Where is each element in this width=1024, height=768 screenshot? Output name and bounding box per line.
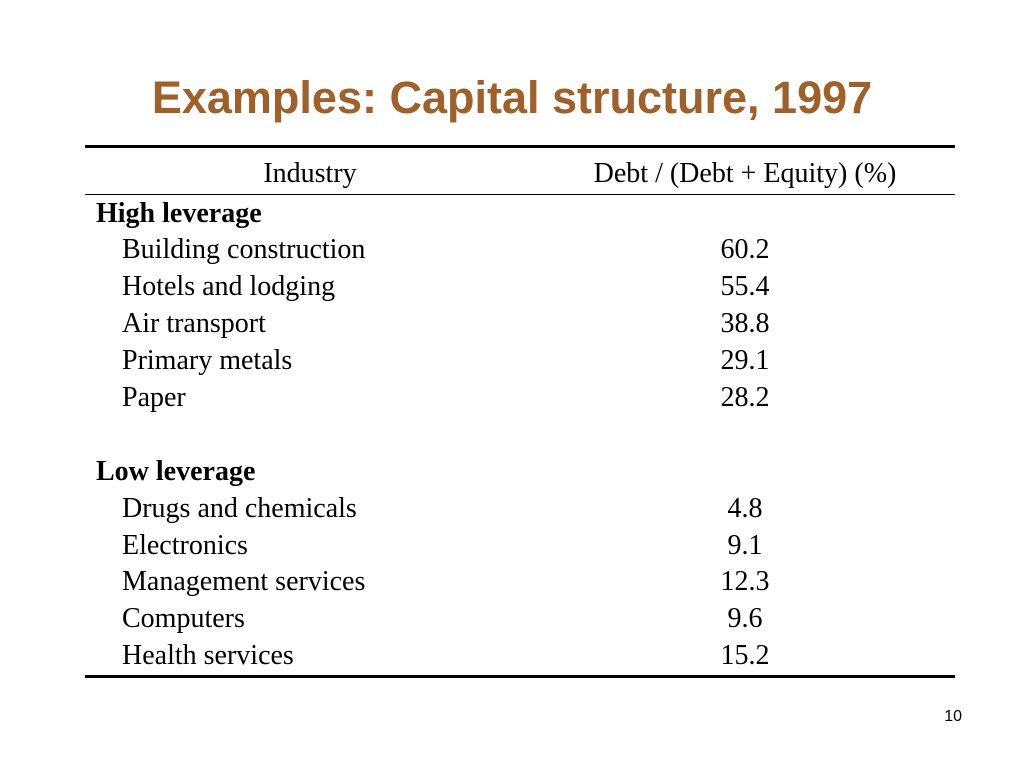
industry-name: Drugs and chemicals: [122, 493, 357, 524]
industry-name: Computers: [122, 603, 245, 634]
leverage-value: 15.2: [720, 640, 770, 671]
group-label-low-leverage: Low leverage: [96, 456, 256, 487]
leverage-value: 29.1: [720, 345, 770, 376]
header-industry: Industry: [263, 158, 357, 189]
leverage-value: 9.6: [727, 603, 763, 634]
table-top-rule: [85, 145, 955, 148]
header-debt-ratio: Debt / (Debt + Equity) (%): [593, 158, 897, 189]
industry-name: Air transport: [122, 308, 266, 339]
leverage-value: 12.3: [720, 566, 770, 597]
leverage-value: 4.8: [727, 493, 763, 524]
slide-title: Examples: Capital structure, 1997: [151, 72, 873, 123]
leverage-value: 9.1: [727, 530, 763, 561]
page-number: 10: [944, 708, 962, 725]
leverage-value: 55.4: [720, 271, 770, 302]
leverage-value: 60.2: [720, 234, 770, 265]
industry-name: Paper: [122, 382, 186, 413]
group-label-high-leverage: High leverage: [96, 198, 262, 229]
industry-name: Hotels and lodging: [122, 271, 336, 302]
industry-name: Building construction: [122, 234, 366, 265]
table-header-rule: [85, 194, 955, 195]
industry-name: Health services: [122, 640, 294, 671]
table-bottom-rule: [85, 675, 955, 678]
industry-name: Primary metals: [122, 345, 293, 376]
industry-name: Management services: [122, 566, 366, 597]
leverage-value: 38.8: [720, 308, 770, 339]
leverage-value: 28.2: [720, 382, 770, 413]
industry-name: Electronics: [122, 530, 248, 561]
